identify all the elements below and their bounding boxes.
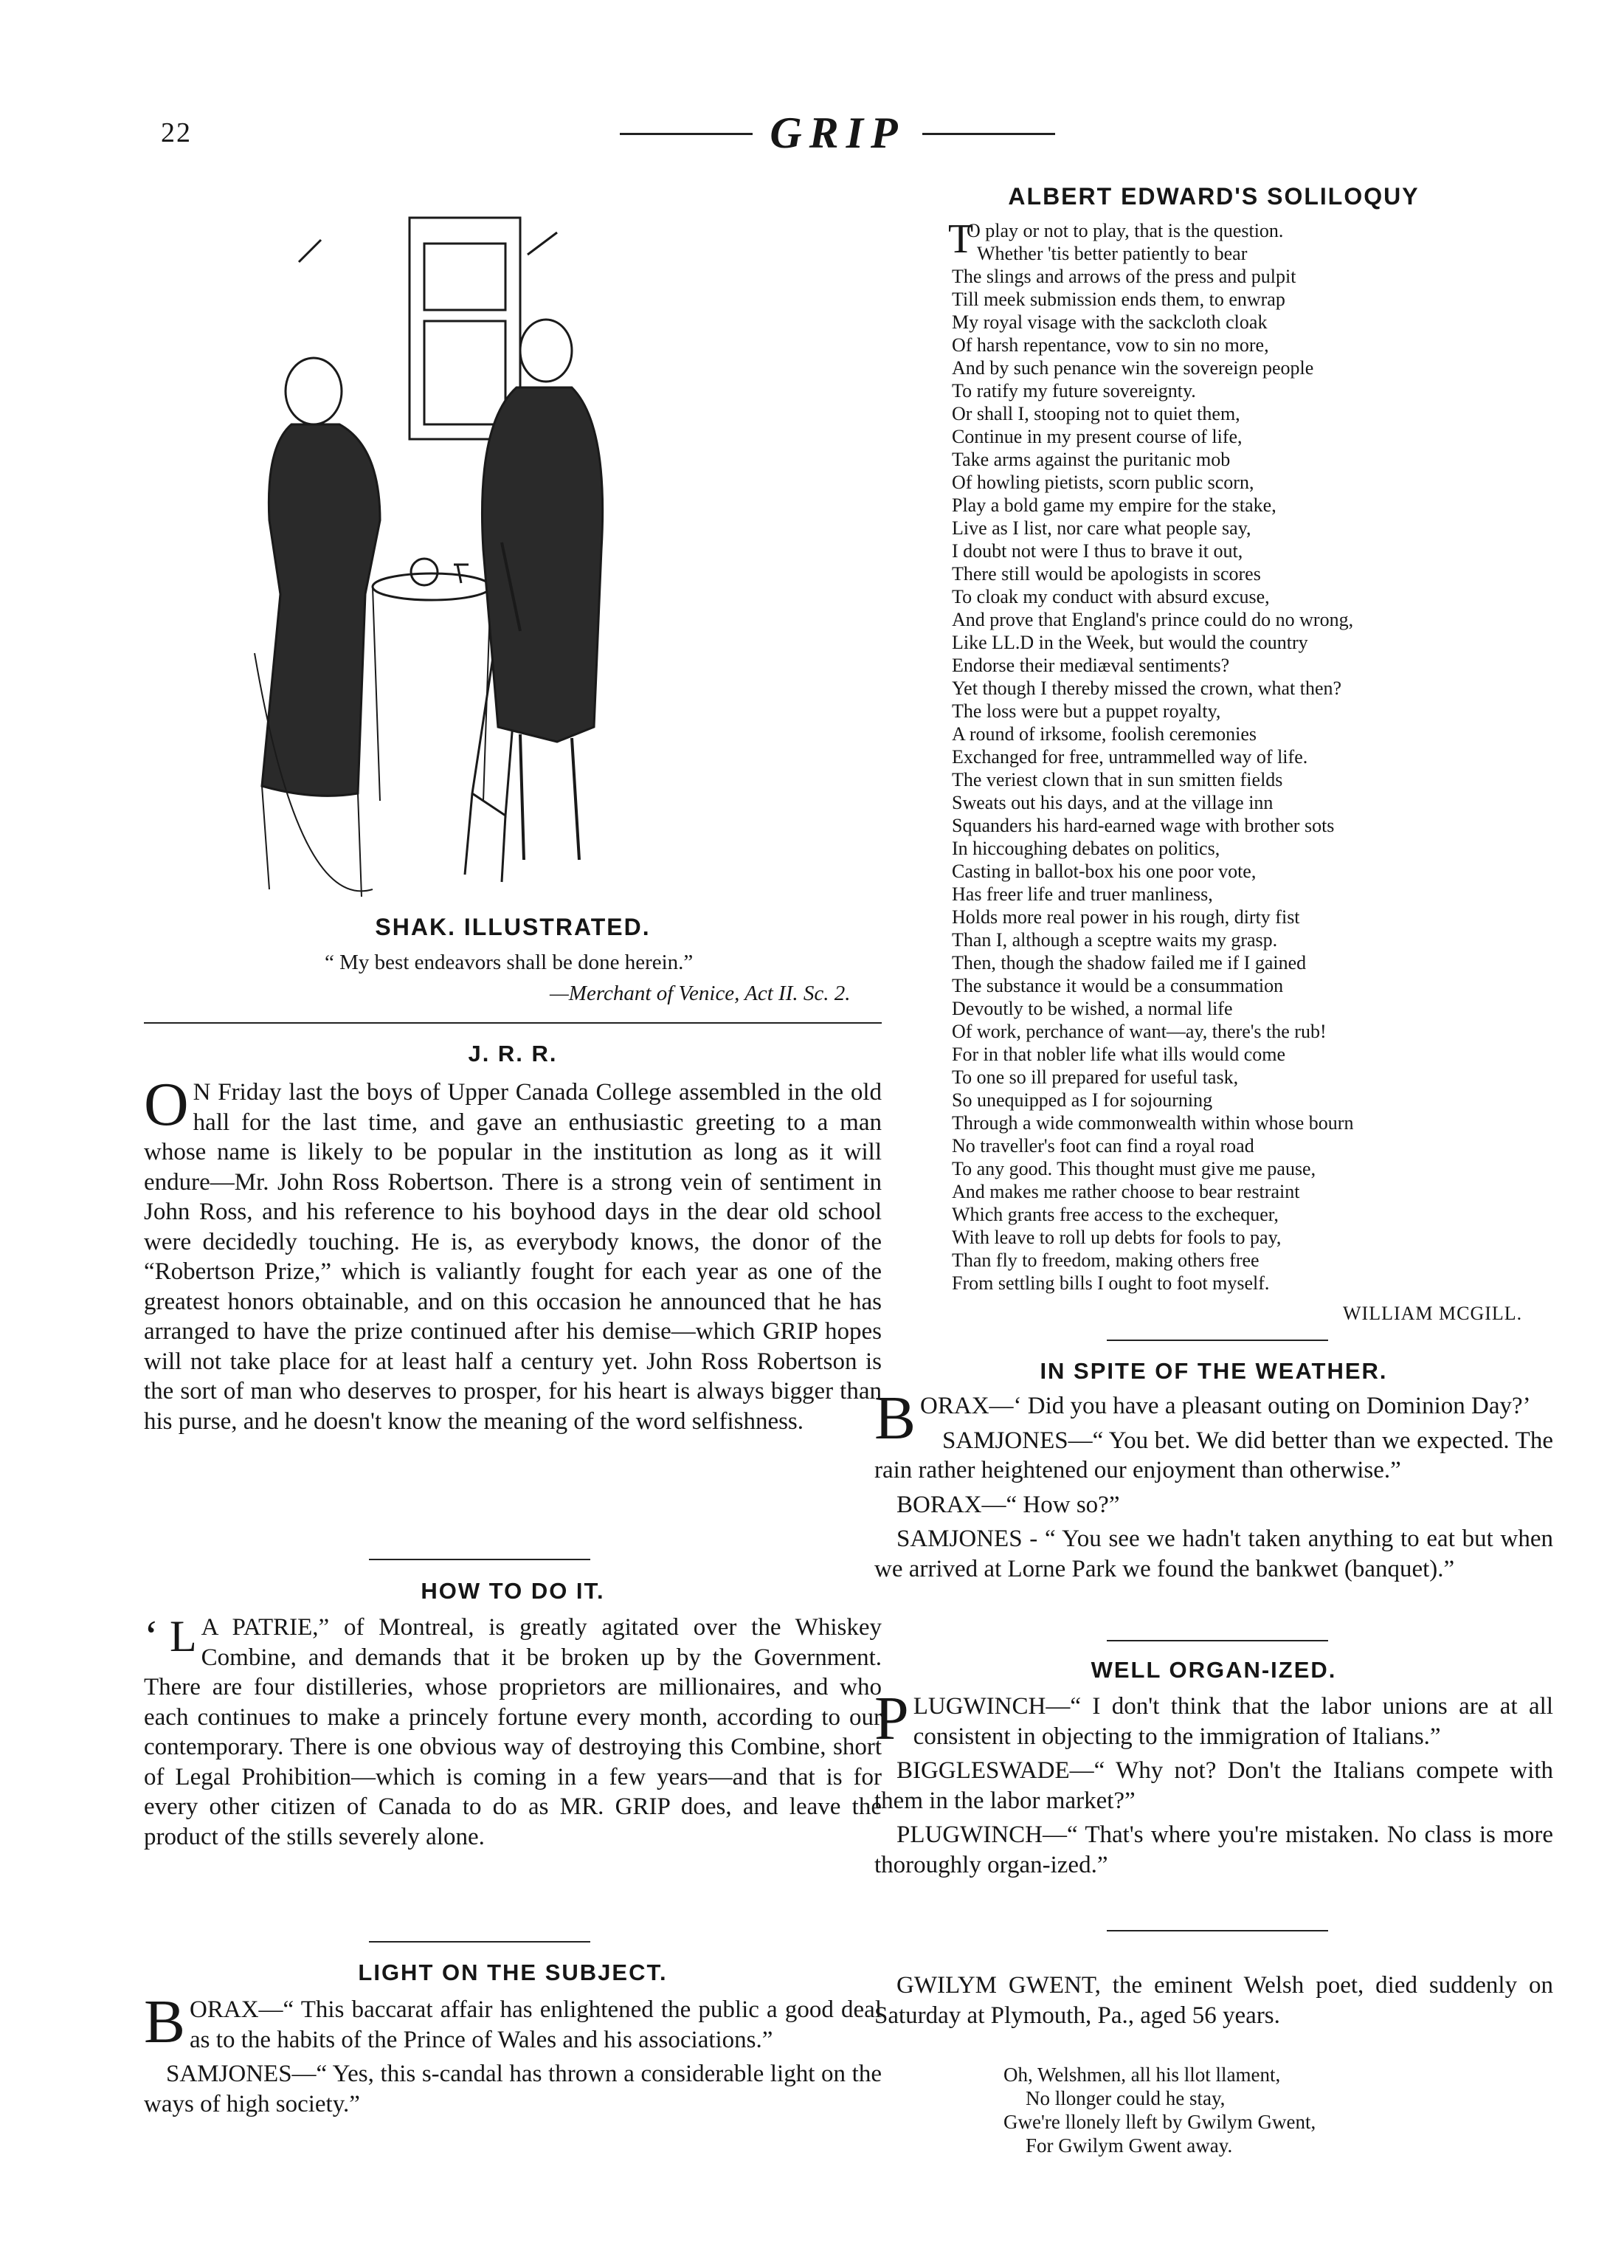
verse-line: There still would be apologists in scores	[952, 563, 1261, 585]
verse-line: Then, though the shadow failed me if I gained	[952, 952, 1307, 973]
verse-line: No llonger could he stay,	[1026, 2087, 1226, 2109]
verse-line: Than fly to freedom, making others free	[952, 1250, 1260, 1271]
gwent-article	[874, 1971, 1553, 2035]
weather-heading: IN SPITE OF THE WEATHER.	[1040, 1358, 1388, 1384]
organized-article	[874, 1684, 1553, 1884]
organized-dropcap: P	[874, 1684, 909, 1753]
verse-line: Whether 'tis better patiently to bear	[977, 243, 1248, 264]
weather-text-2: SAMJONES—“ You bet. We did better than we expected. The rain rather heightened our enjoyment than otherwise.”	[874, 1427, 1553, 1483]
verse-line: Squanders his hard-earned wage with brother sots	[952, 815, 1335, 836]
verse-line: Yet though I thereby missed the crown, what then?	[952, 678, 1342, 699]
weather-text-4: SAMJONES - “ You see we hadn't taken anything to eat but when we arrived at Lorne Park we found the bankwet (banquet).”	[874, 1526, 1553, 1582]
verse-line: Through a wide commonwealth within whose bourn	[952, 1112, 1354, 1134]
verse-line: To one so ill prepared for useful task,	[952, 1066, 1239, 1088]
verse-line: Gwe're llonely lleft by Gwilym Gwent,	[1003, 2111, 1316, 2133]
howto-text: A PATRIE,” of Montreal, is greatly agitated over the Whiskey Combine, and demands that it be broken up by the Government. There are four distilleries, whose proprietors are millionaires, and who each continues to make a princely fortune every month, according to our contemporary. There is one obvious way of destroying this Combine, short of Legal Prohibition—which is coming in a few years—and that is for every other citizen of Canada to do as MR. GRIP does, and leave the product of the stills severely alone.	[144, 1614, 882, 1850]
weather-text-1: ORAX—‘ Did you have a pleasant outing on Dominion Day?’	[920, 1393, 1531, 1419]
verse-line: For Gwilym Gwent away.	[1026, 2134, 1233, 2157]
soliloquy-heading: ALBERT EDWARD'S SOLILOQUY	[1008, 183, 1420, 210]
light-heading: LIGHT ON THE SUBJECT.	[358, 1959, 668, 1985]
verse-line: I doubt not were I thus to brave it out,	[952, 540, 1243, 562]
verse-line: Continue in my present course of life,	[952, 426, 1243, 447]
masthead	[605, 103, 1077, 162]
light-text-1: ORAX—“ This baccarat affair has enlightened the public a good deal as to the habits of the Prince of Wales and his associations.”	[190, 1996, 882, 2053]
gwent-verse	[1003, 2063, 1461, 2157]
howto-article	[144, 1613, 882, 1852]
verse-line: Of harsh repentance, vow to sin no more,	[952, 334, 1269, 356]
gwent-text: GWILYM GWENT, the eminent Welsh poet, died suddenly on Saturday at Plymouth, Pa., aged 56 years.	[874, 1972, 1553, 2029]
verse-line: Take arms against the puritanic mob	[952, 449, 1231, 470]
verse-line: To cloak my conduct with absurd excuse,	[952, 586, 1270, 607]
divider	[1107, 1930, 1328, 1931]
verse-line: Has freer life and truer manliness,	[952, 883, 1213, 905]
verse-line: Holds more real power in his rough, dirty fist	[952, 906, 1300, 928]
howto-dropcap: ‘ L	[144, 1612, 197, 1661]
verse-line: The veriest clown that in sun smitten fields	[952, 769, 1283, 790]
jrr-text: N Friday last the boys of Upper Canada College assembled in the old hall for the last time, and gave an enthusiastic greeting to a man whose name is likely to be popular in the institution as long as it will endure—Mr. John Ross Robertson. There is a strong vein of sentiment in John Ross, and his reference to his boyhood days in the dear old school were decidedly touching. He is, as everybody knows, the donor of the “Robertson Prize,” which is valiantly fought for each year as one of the greatest honors obtainable, and on this occasion he announced that he has arranged to have the prize continued after his demise—which GRIP hopes will not take place for at least half a century yet. John Ross Robertson is the sort of man who deserves to prosper, for his heart is always bigger than his purse, and he doesn't know the meaning of the word selfishness.	[144, 1079, 882, 1435]
verse-line: In hiccoughing debates on politics,	[952, 838, 1220, 859]
verse-line: Casting in ballot-box his one poor vote,	[952, 861, 1257, 882]
divider	[144, 1022, 882, 1024]
verse-line: And by such penance win the sovereign people	[952, 357, 1314, 379]
verse-line: The loss were but a puppet royalty,	[952, 700, 1221, 722]
verse-line: To ratify my future sovereignty.	[952, 380, 1196, 401]
verse-line: Till meek submission ends them, to enwrap	[952, 289, 1285, 310]
verse-line: My royal visage with the sackcloth cloak	[952, 311, 1268, 333]
illustration-title: SHAK. ILLUSTRATED.	[375, 914, 651, 940]
verse-line: Sweats out his days, and at the village inn	[952, 792, 1274, 813]
weather-text-3: BORAX—“ How so?”	[896, 1491, 1120, 1518]
light-dropcap: B	[144, 1988, 186, 2056]
organized-text-1: LUGWINCH—“ I don't think that the labor unions are at all consistent in objecting to the immigration of Italians.”	[913, 1693, 1553, 1750]
howto-heading: HOW TO DO IT.	[421, 1578, 605, 1604]
verse-line: Or shall I, stooping not to quiet them,	[952, 403, 1240, 424]
soliloquy-verse	[952, 219, 1535, 1295]
masthead-rule-left	[620, 133, 753, 135]
divider	[1107, 1640, 1328, 1641]
organized-text-2: BIGGLESWADE—“ Why not? Don't the Italians compete with them in the labor market?”	[874, 1757, 1553, 1814]
jrr-article	[144, 1070, 882, 1436]
verse-line: For in that nobler life what ills would come	[952, 1044, 1286, 1065]
illustration-source: —Merchant of Venice, Act II. Sc. 2.	[550, 982, 851, 1005]
weather-article	[874, 1384, 1553, 1588]
verse-line: Like LL.D in the Week, but would the country	[952, 632, 1308, 653]
verse-line: With leave to roll up debts for fools to pay,	[952, 1227, 1282, 1248]
jrr-dropcap: O	[144, 1070, 189, 1139]
organized-heading: WELL ORGAN-IZED.	[1091, 1657, 1337, 1683]
verse-line: And prove that England's prince could do no wrong,	[952, 609, 1354, 630]
verse-line: Of howling pietists, scorn public scorn,	[952, 472, 1254, 493]
verse-line: Which grants free access to the exchequer,	[952, 1204, 1279, 1225]
verse-line: A round of irksome, foolish ceremonies	[952, 723, 1257, 745]
verse-line: Than I, although a sceptre waits my grasp.	[952, 929, 1278, 951]
soliloquy-signature: WILLIAM MCGILL.	[1343, 1303, 1523, 1324]
masthead-title: GRIP	[770, 108, 905, 157]
verse-line: Devoutly to be wished, a normal life	[952, 998, 1233, 1019]
verse-line: And makes me rather choose to bear restraint	[952, 1181, 1300, 1202]
verse-line: So unequipped as I for sojourning	[952, 1089, 1213, 1111]
light-text-2: SAMJONES—“ Yes, this s-candal has thrown a considerable light on the ways of high society.”	[144, 2061, 882, 2117]
verse-line: Of work, perchance of want—ay, there's the rub!	[952, 1021, 1327, 1042]
divider	[1107, 1340, 1328, 1341]
verse-line: Play a bold game my empire for the stake,	[952, 494, 1276, 516]
verse-line: The slings and arrows of the press and pulpit	[952, 266, 1296, 287]
masthead-rule-right	[922, 133, 1055, 135]
weather-dropcap: B	[874, 1384, 916, 1452]
divider	[369, 1559, 590, 1560]
verse-line: Live as I list, nor care what people say,	[952, 517, 1251, 539]
verse-line: The substance it would be a consummation	[952, 975, 1284, 996]
light-article	[144, 1988, 882, 2123]
verse-line: Oh, Welshmen, all his llot llament,	[1003, 2064, 1281, 2086]
verse-line: From settling bills I ought to foot myself.	[952, 1272, 1270, 1294]
verse-line: To any good. This thought must give me pause,	[952, 1158, 1316, 1179]
engraving-man-and-woman-in-room-icon	[210, 210, 623, 908]
verse-line: Endorse their mediæval sentiments?	[952, 655, 1230, 676]
soliloquy-dropcap: T	[948, 216, 974, 262]
jrr-heading: J. R. R.	[468, 1041, 558, 1066]
verse-line: Exchanged for free, untrammelled way of life.	[952, 746, 1308, 768]
page-number: 22	[161, 117, 192, 148]
verse-line: O play or not to play, that is the question.	[967, 220, 1284, 241]
verse-line: No traveller's foot can find a royal road	[952, 1135, 1254, 1157]
divider	[369, 1941, 590, 1943]
organized-text-3: PLUGWINCH—“ That's where you're mistaken. No class is more thoroughly organ-ized.”	[874, 1821, 1553, 1878]
illustration-quote: “ My best endeavors shall be done herein.”	[325, 951, 694, 974]
